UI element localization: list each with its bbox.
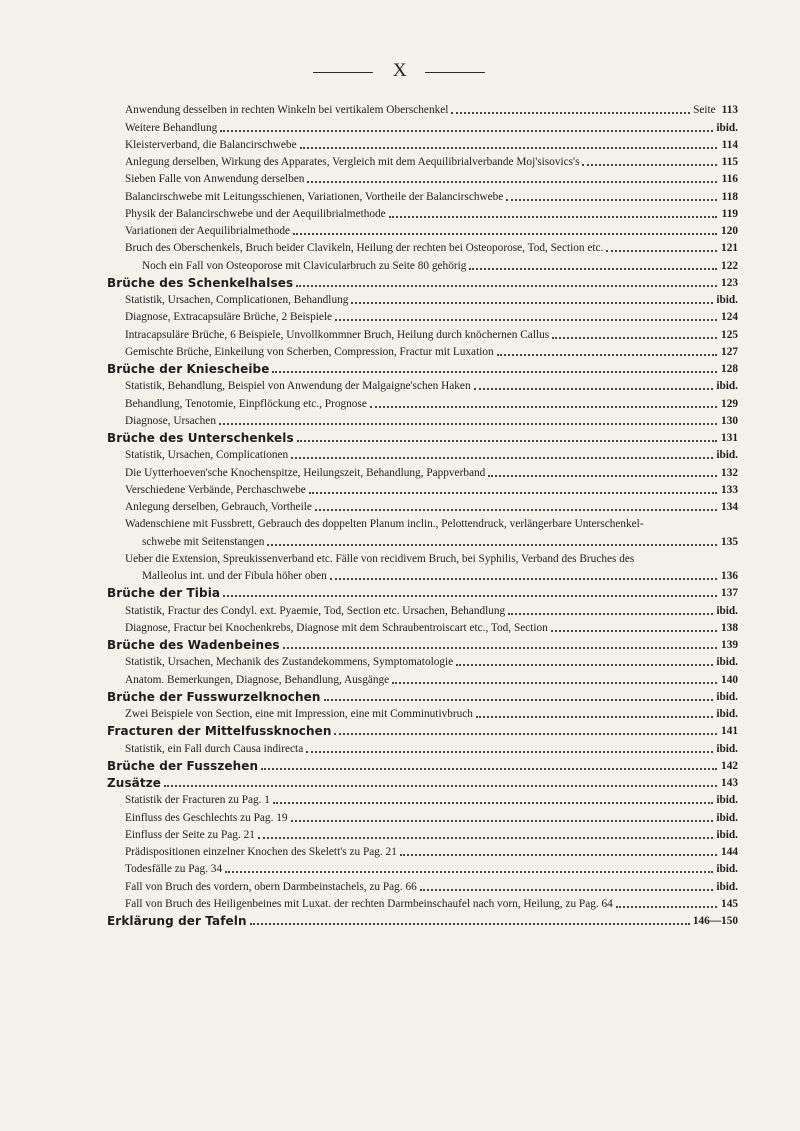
toc-entry-title: Variationen der Aequilibrialmethode <box>125 225 291 237</box>
dot-leader <box>606 250 717 252</box>
toc-entry-title: Kleisterverband, die Balancirschwebe <box>125 138 297 151</box>
page-number-ref: 113 <box>721 104 738 117</box>
toc-entry-title: schwebe mit Seitenstangen <box>142 535 265 548</box>
toc-entry-title: Intracapsuläre Brüche, 6 Beispiele, Unvollkommner Bruch, Heilung durch knöchernen Callus <box>125 328 550 341</box>
toc-entry-title: Sieben Falle von Anwendung derselben <box>125 173 305 186</box>
toc-entry-title: Statistik, Fractur des Condyl. ext. Pyaemie, Tod, Section etc. Ursachen, Behandlung <box>125 604 506 617</box>
dot-leader <box>223 595 717 597</box>
toc-page-ref <box>716 293 738 307</box>
dot-leader <box>389 216 717 218</box>
dot-leader <box>307 181 717 183</box>
dot-leader <box>296 285 717 287</box>
toc-entry-title: Anatom. Bemerkungen, Diagnose, Behandlung, Ausgänge <box>125 673 390 686</box>
dot-leader <box>330 578 717 580</box>
toc-page-ref <box>716 880 738 894</box>
toc-page-ref <box>720 276 738 290</box>
toc-section-heading <box>107 721 738 738</box>
page-number-ref: 145 <box>721 897 738 910</box>
toc-entry-title: Brüche des Unterschenkels <box>107 431 294 445</box>
toc-entry <box>107 876 738 893</box>
page-label: Seite <box>693 104 716 117</box>
toc-page-ref <box>716 379 738 393</box>
table-of-contents <box>107 100 738 928</box>
toc-entry <box>107 704 738 721</box>
page-header <box>0 61 800 81</box>
dot-leader <box>474 388 714 390</box>
toc-entry-title: Brüche der Fusswurzelknochen <box>107 689 321 704</box>
dot-leader <box>258 837 713 839</box>
page-number-ref: ibid. <box>716 690 738 703</box>
toc-entry <box>107 307 738 324</box>
toc-page-ref <box>716 690 738 704</box>
toc-entry-title: Anwendung desselben in rechten Winkeln bei vertikalem Oberschenkel <box>125 104 449 117</box>
page-number-ref: 132 <box>721 466 738 479</box>
toc-page-ref <box>720 586 738 600</box>
toc-page-ref <box>716 604 738 618</box>
toc-section-heading <box>107 583 738 600</box>
toc-entry <box>107 324 738 341</box>
toc-entry-title: Todesfälle zu Pag. 34 <box>125 863 223 876</box>
toc-page-ref <box>720 776 738 790</box>
toc-page-ref <box>720 241 738 255</box>
page-number-ref: 124 <box>721 311 738 324</box>
toc-entry <box>107 238 738 255</box>
dot-leader <box>291 820 714 822</box>
dot-leader <box>164 785 717 787</box>
page-number-ref: 129 <box>721 397 738 410</box>
toc-entry <box>107 393 738 410</box>
toc-entry <box>107 600 738 617</box>
page-number-ref: 122 <box>721 259 738 272</box>
toc-entry-title: Statistik, ein Fall durch Causa indirecta <box>125 742 304 755</box>
dot-leader <box>497 354 717 356</box>
dot-leader <box>324 699 714 701</box>
toc-entry <box>107 169 738 186</box>
page-number-ref: ibid. <box>716 294 738 306</box>
toc-page-ref <box>720 724 738 738</box>
toc-entry-title: Balancirschwebe mit Leitungsschienen, Variationen, Vortheile der Balancirschwebe <box>125 190 504 203</box>
dot-leader <box>261 768 717 770</box>
dot-leader <box>250 923 690 925</box>
toc-entry <box>107 480 738 497</box>
dot-leader <box>370 406 717 408</box>
page-number-ref: ibid. <box>716 121 738 134</box>
page-number-ref: 140 <box>721 673 738 686</box>
toc-entry-title: Diagnose, Extracapsuläre Brüche, 2 Beispiele <box>125 311 333 324</box>
dot-leader <box>297 440 717 442</box>
page-number-ref: ibid. <box>716 604 738 617</box>
toc-page-ref <box>716 655 738 669</box>
toc-entry <box>107 652 738 669</box>
page-number-ref: ibid. <box>716 742 738 755</box>
toc-page-ref <box>716 121 738 135</box>
page-number-ref: 142 <box>721 759 738 772</box>
toc-page-ref <box>693 914 738 928</box>
toc-entry-title: Weitere Behandlung <box>125 121 218 134</box>
toc-page-ref <box>720 621 738 635</box>
dot-leader <box>351 302 713 304</box>
toc-page-ref <box>716 811 738 825</box>
page-number-ref: ibid. <box>716 656 738 669</box>
dot-leader <box>506 199 717 201</box>
toc-page-ref <box>716 862 738 876</box>
toc-entry <box>107 186 738 203</box>
page-number-ref: 138 <box>721 621 738 634</box>
toc-page-ref <box>720 190 738 204</box>
toc-page-ref <box>720 483 738 497</box>
toc-page-ref <box>720 362 738 376</box>
toc-page-ref <box>720 345 738 359</box>
page-number-ref: 134 <box>721 501 738 513</box>
toc-page-ref <box>720 535 738 549</box>
page-number-ref: 115 <box>721 156 738 168</box>
toc-page-ref <box>720 259 738 273</box>
toc-entry <box>107 411 738 428</box>
dot-leader <box>551 630 717 632</box>
toc-page-ref <box>720 397 738 411</box>
toc-entry-title: Gemischte Brüche, Einkeilung von Scherben, Compression, Fractur mit Luxation <box>125 345 494 358</box>
dot-leader <box>488 475 717 477</box>
toc-entry <box>107 566 738 583</box>
toc-section-heading <box>107 635 738 652</box>
toc-page-ref <box>720 500 738 514</box>
toc-page-ref <box>720 172 738 186</box>
toc-entry <box>107 531 738 548</box>
toc-entry-title: Brüche der Kniescheibe <box>107 362 270 376</box>
toc-page-ref <box>720 207 738 221</box>
dot-leader <box>335 319 717 321</box>
toc-entry <box>107 445 738 462</box>
toc-entry <box>107 100 738 117</box>
toc-page-ref <box>720 414 738 428</box>
dot-leader <box>451 112 690 114</box>
dot-leader <box>400 854 717 856</box>
toc-entry <box>107 152 738 169</box>
dot-leader <box>291 457 713 459</box>
toc-section-heading <box>107 273 738 290</box>
dot-leader <box>283 647 717 649</box>
toc-entry-title: Fracturen der Mittelfussknochen <box>107 724 332 739</box>
page-number-ref: 119 <box>721 207 738 220</box>
dot-leader <box>309 492 717 494</box>
page-number-ref: 133 <box>721 483 738 496</box>
header-rule-right <box>425 72 485 73</box>
dot-leader <box>420 889 714 891</box>
toc-entry <box>107 497 738 514</box>
toc-page-ref <box>720 155 738 169</box>
header-rule-left <box>313 72 373 73</box>
page-number-ref: 144 <box>721 846 738 858</box>
page-number-ref: 146—150 <box>692 915 738 927</box>
toc-section-heading <box>107 773 738 790</box>
dot-leader <box>508 613 713 615</box>
page-number-ref: 127 <box>721 345 738 358</box>
toc-page-ref <box>720 466 738 480</box>
toc-entry-title: Behandlung, Tenotomie, Einpflöckung etc., Prognose <box>125 397 367 410</box>
toc-entry-title: Fall von Bruch des Heiligenbeines mit Luxat. der rechten Darmbeinschaufel nach vorn, Heilung, zu Pag. 64 <box>125 897 613 910</box>
toc-entry-title: Noch ein Fall von Osteoporose mit Clavicularbruch zu Seite 80 gehörig <box>142 259 467 272</box>
page-number-ref: ibid. <box>716 828 738 841</box>
toc-entry-title: Brüche der Fusszehen <box>107 758 259 773</box>
toc-entry-title: Einfluss der Seite zu Pag. 21 <box>125 828 255 841</box>
toc-entry-title: Statistik, Ursachen, Mechanik des Zustandekommens, Symptomatologie <box>125 656 454 669</box>
toc-entry <box>107 859 738 876</box>
toc-entry <box>107 255 738 272</box>
dot-leader <box>300 147 717 149</box>
toc-page-ref <box>716 707 738 721</box>
toc-entry <box>107 462 738 479</box>
page-number-ref: 143 <box>721 777 738 789</box>
toc-entry-title: Statistik, Ursachen, Complicationen <box>125 449 289 462</box>
toc-entry-title: Bruch des Oberschenkels, Bruch beider Clavikeln, Heilung der rechten bei Osteoporose, Tod, Section etc. <box>125 242 604 255</box>
toc-entry-title: Prädispositionen einzelner Knochen des Skelett's zu Pag. 21 <box>125 846 397 858</box>
toc-page-ref <box>693 103 738 117</box>
toc-entry <box>107 894 738 911</box>
toc-page-ref <box>716 448 738 462</box>
dot-leader <box>469 268 717 270</box>
toc-page-ref <box>720 759 738 773</box>
toc-entry-title: Malleolus int. und der Fibula höher oben <box>142 570 327 582</box>
toc-entry <box>107 669 738 686</box>
dot-leader <box>616 906 717 908</box>
dot-leader <box>476 716 713 718</box>
page-number-ref: ibid. <box>716 811 738 824</box>
page-number-ref: 130 <box>721 414 738 427</box>
toc-entry <box>107 376 738 393</box>
page-number-ref: ibid. <box>716 380 738 393</box>
page-number-ref: 114 <box>721 138 738 151</box>
toc-page-ref <box>720 569 738 583</box>
toc-page-ref <box>720 673 738 687</box>
page-number-ref: ibid. <box>716 863 738 876</box>
toc-entry <box>107 117 738 134</box>
toc-entry-title: Diagnose, Fractur bei Knochenkrebs, Diagnose mit dem Schraubentroiscart etc., Tod, Section <box>125 621 548 634</box>
page-number-ref: 123 <box>721 276 738 289</box>
page-number-ref: 116 <box>721 173 738 186</box>
dot-leader <box>220 130 713 132</box>
dot-leader <box>334 733 717 735</box>
toc-entry-title: Brüche des Wadenbeines <box>107 638 280 652</box>
dot-leader <box>219 423 717 425</box>
dot-leader <box>315 509 717 511</box>
toc-entry <box>107 204 738 221</box>
dot-leader <box>272 371 717 373</box>
dot-leader <box>582 164 717 166</box>
toc-entry-title: Statistik der Fracturen zu Pag. 1 <box>125 794 270 807</box>
page-number-ref: ibid. <box>716 794 738 807</box>
page-number-ref: 141 <box>721 725 738 738</box>
dot-leader <box>225 871 713 873</box>
page-number-ref: 137 <box>721 587 738 600</box>
toc-entry-title: Ueber die Extension, Spreukissenverband etc. Fälle von recidivem Bruch, bei Syphilis, Verband des Bruches des <box>125 552 635 565</box>
toc-section-heading <box>107 359 738 376</box>
toc-page-ref <box>720 310 738 324</box>
toc-entry <box>107 738 738 755</box>
page-number-ref: 120 <box>721 225 738 237</box>
toc-entry-title: Verschiedene Verbände, Perchaschwebe <box>125 483 306 496</box>
toc-entry-title: Statistik, Ursachen, Complicationen, Behandlung <box>125 294 349 306</box>
toc-section-heading <box>107 756 738 773</box>
toc-page-ref <box>720 638 738 652</box>
toc-entry-title: Brüche des Schenkelhalses <box>107 275 294 290</box>
toc-page-ref <box>720 897 738 911</box>
toc-entry <box>107 221 738 238</box>
toc-entry-title: Brüche der Tibia <box>107 586 221 601</box>
toc-section-heading <box>107 911 738 928</box>
dot-leader <box>552 337 717 339</box>
toc-entry-title: Anlegung derselben, Wirkung des Apparates, Vergleich mit dem Aequilibrialverbande Moj'sisovics's <box>125 156 580 168</box>
toc-entry <box>107 842 738 859</box>
toc-page-ref <box>720 431 738 445</box>
toc-entry <box>107 825 738 842</box>
toc-entry-title: Physik der Balancirschwebe und der Aequilibrialmethode <box>125 207 386 220</box>
toc-section-heading <box>107 428 738 445</box>
page-number-ref: 128 <box>721 363 738 375</box>
dot-leader <box>392 682 717 684</box>
toc-entry-title: Zusätze <box>107 776 162 790</box>
toc-entry-title: Statistik, Behandlung, Beispiel von Anwendung der Malgaigne'schen Haken <box>125 380 471 393</box>
toc-page-ref <box>720 845 738 859</box>
toc-entry-title: Die Uytterhoeven'sche Knochenspitze, Heilungszeit, Behandlung, Pappverband <box>125 466 486 479</box>
page-number-ref: ibid. <box>716 880 738 893</box>
toc-page-ref <box>720 328 738 342</box>
page-number-ref: 135 <box>721 535 738 548</box>
toc-entry <box>107 618 738 635</box>
dot-leader <box>306 751 713 753</box>
toc-entry <box>107 290 738 307</box>
dot-leader <box>273 802 713 804</box>
page-number-ref: ibid. <box>716 708 738 720</box>
page-number-ref: 131 <box>721 432 738 444</box>
dot-leader <box>456 664 713 666</box>
toc-page-ref <box>716 793 738 807</box>
toc-section-heading <box>107 687 738 704</box>
page-number-ref: 136 <box>721 570 738 582</box>
toc-page-ref <box>720 138 738 152</box>
page-number-ref: 118 <box>721 190 738 203</box>
toc-entry <box>107 342 738 359</box>
toc-entry-title: Diagnose, Ursachen <box>125 414 216 427</box>
page-number-ref: 125 <box>721 328 738 341</box>
toc-entry <box>107 549 738 566</box>
toc-page-ref <box>720 224 738 238</box>
toc-entry-title: Zwei Beispiele von Section, eine mit Impression, eine mit Comminutivbruch <box>125 708 473 720</box>
toc-page-ref <box>716 828 738 842</box>
toc-entry-title: Erklärung der Tafeln <box>107 914 247 928</box>
toc-entry <box>107 807 738 824</box>
toc-entry <box>107 135 738 152</box>
dot-leader <box>267 544 717 546</box>
toc-entry <box>107 790 738 807</box>
page-number: X <box>392 60 408 81</box>
dot-leader <box>293 233 717 235</box>
toc-entry-title: Fall von Bruch des vordern, obern Darmbeinstachels, zu Pag. 66 <box>125 880 417 893</box>
toc-page-ref <box>716 742 738 756</box>
toc-entry-title: Wadenschiene mit Fussbrett, Gebrauch des doppelten Planum inclin., Pelottendruck, verlängerbare Unterschenkel- <box>125 518 644 531</box>
toc-entry-title: Anlegung derselben, Gebrauch, Vortheile <box>125 501 312 513</box>
toc-entry <box>107 514 738 531</box>
page-number-ref: ibid. <box>716 449 738 462</box>
page-number-ref: 139 <box>721 639 738 651</box>
toc-entry-title: Einfluss des Geschlechts zu Pag. 19 <box>125 811 288 824</box>
page-number-ref: 121 <box>721 242 738 255</box>
